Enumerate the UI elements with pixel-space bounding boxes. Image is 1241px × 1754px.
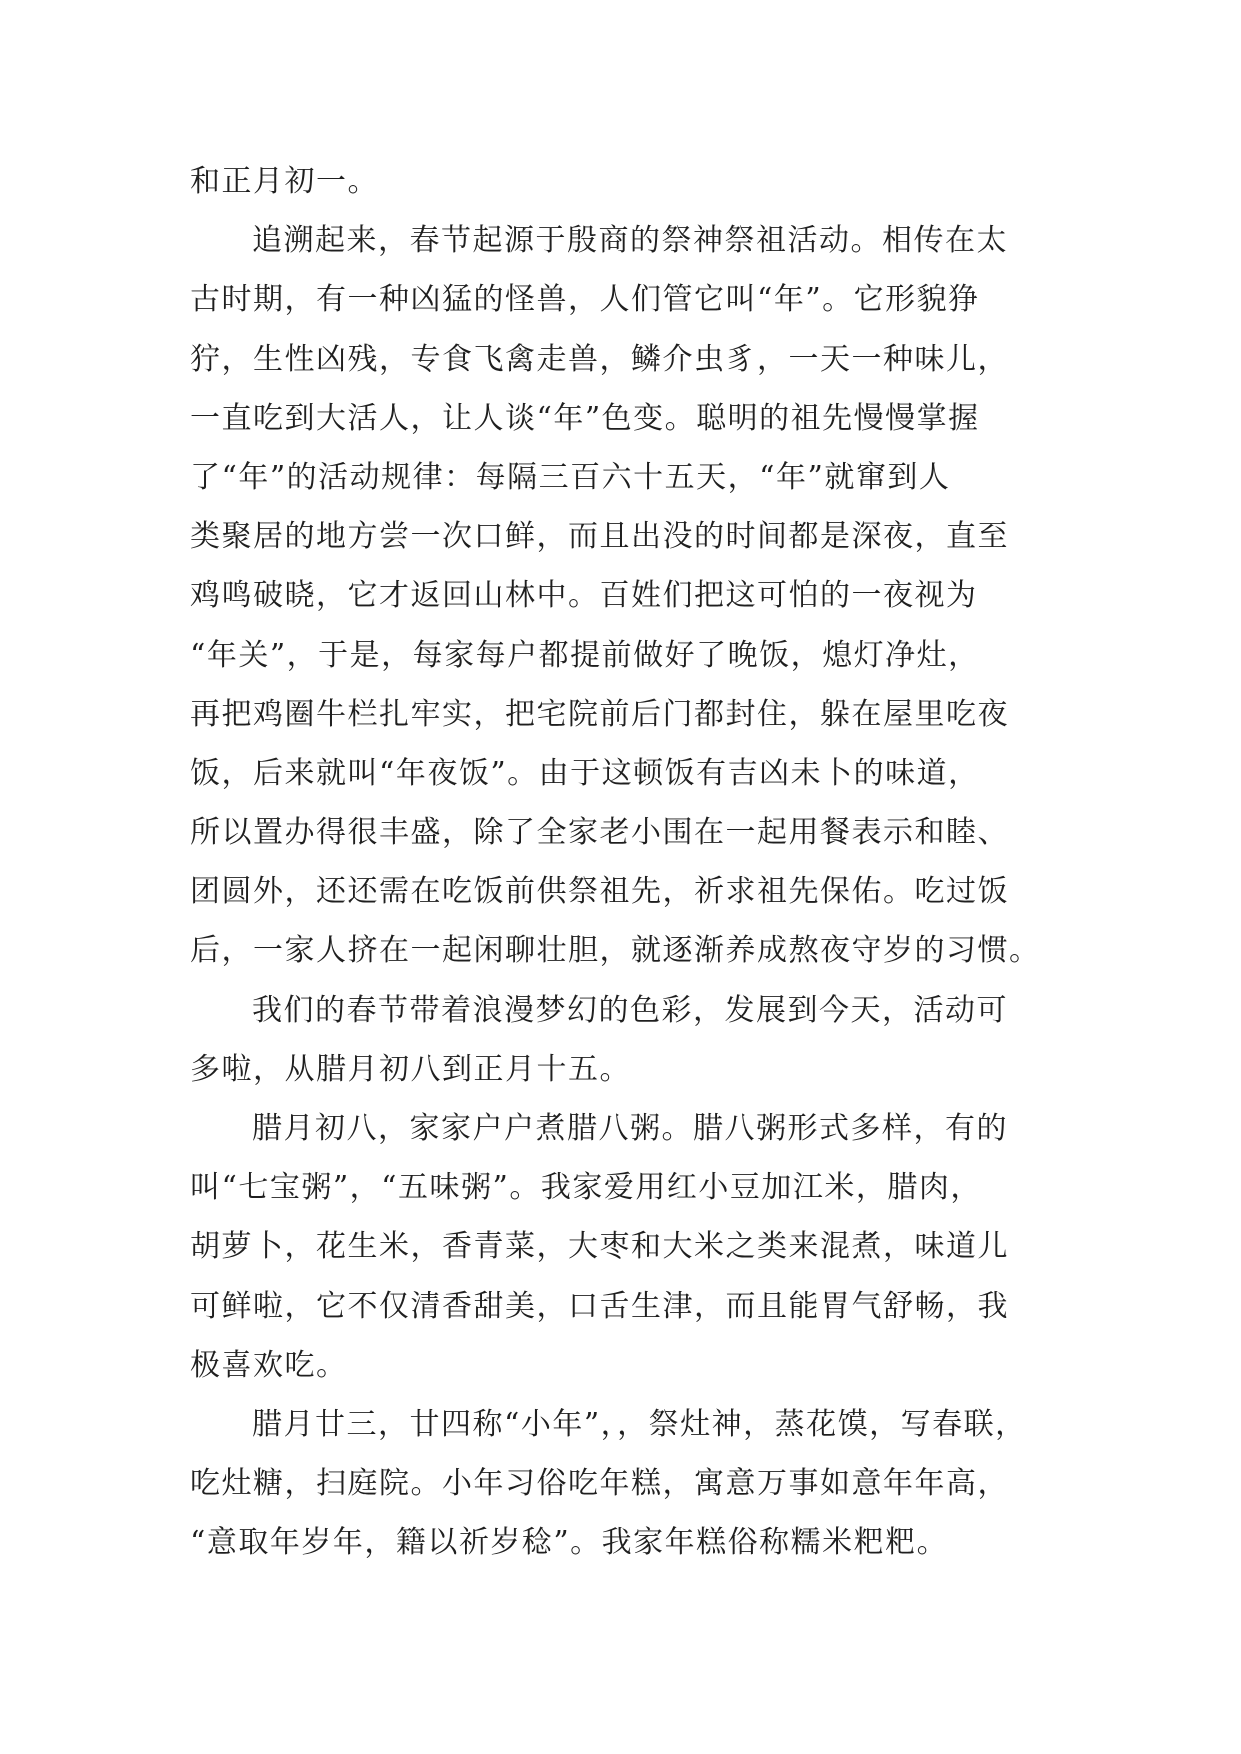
text-line: 胡萝卜，花生米，香青菜，大枣和大米之类来混煮，味道儿 <box>190 1229 1009 1265</box>
text-line: 可鲜啦，它不仅清香甜美，口舌生津，而且能胃气舒畅，我 <box>190 1288 1009 1324</box>
text-line: 一直吃到大活人，让人谈“年”色变。聪明的祖先慢慢掌握 <box>190 400 980 436</box>
text-line: 类聚居的地方尝一次口鲜，而且出没的时间都是深夜，直至 <box>190 519 1009 555</box>
text-line: 了“年”的活动规律：每隔三百六十五天，“年”就窜到人 <box>190 459 951 495</box>
text-line: 吃灶糖，扫庭院。小年习俗吃年糕，寓意万事如意年年高， <box>190 1466 1009 1502</box>
text-line: 团圆外，还还需在吃饭前供祭祖先，祈求祖先保佑。吃过饭 <box>190 874 1009 910</box>
text-line: 腊月初八，家家户户煮腊八粥。腊八粥形式多样，有的 <box>252 1111 1008 1146</box>
text-line: 饭，后来就叫“年夜饭”。由于这顿饭有吉凶未卜的味道， <box>190 755 980 791</box>
text-line: 狞，生性凶残，专食飞禽走兽，鳞介虫豸，一天一种味儿， <box>190 341 1009 377</box>
text-line: 所以置办得很丰盛，除了全家老小围在一起用餐表示和睦、 <box>190 815 1009 851</box>
text-line: 再把鸡圈牛栏扎牢实，把宅院前后门都封住，躲在屋里吃夜 <box>190 696 1009 732</box>
text-line: 和正月初一。 <box>190 164 379 199</box>
text-line: 腊月廿三，廿四称“小年”，，祭灶神，蒸花馍，写春联， <box>252 1406 1027 1442</box>
text-line: 古时期，有一种凶猛的怪兽，人们管它叫“年”。它形貌狰 <box>190 282 980 318</box>
text-line: 追溯起来，春节起源于殷商的祭神祭祖活动。相传在太 <box>252 223 1008 259</box>
text-line: 叫“七宝粥”，“五味粥”。我家爱用红小豆加江米，腊肉， <box>190 1170 982 1206</box>
text-line: 我们的春节带着浪漫梦幻的色彩，发展到今天，活动可 <box>252 992 1008 1028</box>
text-line: “年关”，于是，每家每户都提前做好了晚饭，熄灯净灶， <box>190 637 980 673</box>
text-line: 后，一家人挤在一起闲聊壮胆，就逐渐养成熬夜守岁的习惯。 <box>190 933 1041 969</box>
text-line: “意取年岁年，籍以祈岁稔”。我家年糕俗称糯米粑粑。 <box>190 1525 949 1561</box>
text-line: 多啦，从腊月初八到正月十五。 <box>190 1051 631 1087</box>
body-text <box>190 152 1060 1573</box>
text-line: 鸡鸣破晓，它才返回山林中。百姓们把这可怕的一夜视为 <box>190 578 978 614</box>
text-line: 极喜欢吃。 <box>190 1347 348 1383</box>
